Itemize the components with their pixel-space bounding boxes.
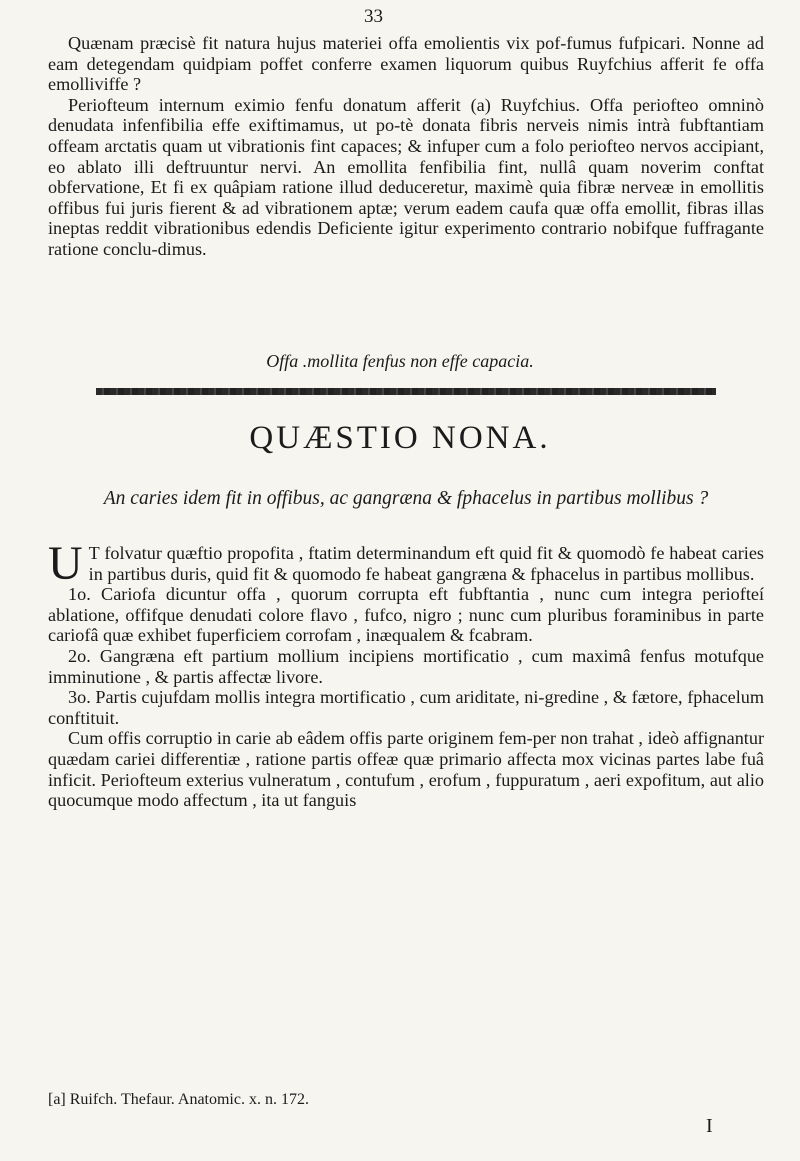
intro-text: T folvatur quæftio propofita , ftatim determinandum eft quid fit & quomodò fe habeat caries in partibus duris, quid fit & quomodo fe habeat gangræna & fphacelus in partibus mollibus. <box>88 543 764 584</box>
definition-gangrene: 2o. Gangræna eft partium mollium incipiens mortificatio , cum maximâ fenfus motufque imminutione , & partis affectæ livore. <box>48 645 764 687</box>
definition-sphacelus: 3o. Partis cujufdam mollis integra mortificatio , cum ariditate, ni-gredine , & fætore, fphacelum conftituit. <box>48 687 764 728</box>
definition-caries: 1o. Cariofa dicuntur offa , quorum corrupta eft fubftantia , nunc cum integra periofteí ablatione, offifque denudati colore flavo , fufco, nigro ; nunc cum pluribus foraminibus in parte cariofâ quæ exhibet fuperficiem corrofam , inæqualem & fcabram. <box>48 584 764 646</box>
section-question: An caries idem fit in offibus, ac gangræna & fphacelus in partibus mollibus ? <box>103 488 709 509</box>
drop-cap: U <box>48 537 83 590</box>
paragraph-text: Periofteum internum eximio fenfu donatum afferit (a) Ruyfchius. Offa periofteo omninò denudata infenfibilia effe exiftimamus, ut po-tè donata fibris nerveis nimis intrà fubftantiam offeam arctatis quam ut vibrationis fint capaces; & infuper cum a folo periofteo nervos accipiant, eo ablato illi deftruuntur nervi. An emollita fenfibilia fint, nullâ quam noverim conftat obfervatione, Et fi ex quâpiam ratione illud deduceretur, maximè quia fibræ nerveæ in emollitis offibus fui juris fierent & ad vibrationem aptæ; verum eadem caufa quæ offa emollit, fibras illas ineptas reddit vibrationibus edendis Deficiente igitur experimento contrario nobifque fuffragante ratione conclu-dimus. <box>48 94 764 259</box>
paragraph-text: Quænam præcisè fit natura hujus materiei offa emolientis vix pof-fumus fufpicari. Nonne ad eam detegendam quidpiam poffet conferre examen liquorum quibus Ruyfchius afferit fe offa emolliviffe ? <box>48 33 764 95</box>
section-heading: QUÆSTIO NONA. <box>249 420 551 456</box>
paragraph-caries-differences: Cum offis corruptio in carie ab eâdem offis parte originem fem-per non trahat , ideò affignantur quædam cariei differentiæ , ratione partis offeæ quæ primario affecta mox vicinas partes labe fuâ inficit. Periofteum exterius vulneratum , contufum , erofum , fuppuratum , aeri expofitum, aut alio quocumque modo affectum , ita ut fanguis <box>48 728 764 811</box>
footnote: [a] Ruifch. Thefaur. Anatomic. x. n. 172. <box>48 1091 309 1108</box>
paragraph-bone-sensibility <box>48 33 764 260</box>
marginal-caption: Offa .mollita fenfus non effe capacia. <box>266 351 534 371</box>
signature-mark: I <box>706 1115 713 1137</box>
ornamental-divider <box>96 388 716 395</box>
section-body <box>48 537 764 811</box>
intro-paragraph <box>48 537 764 590</box>
page-number: 33 <box>364 6 383 27</box>
